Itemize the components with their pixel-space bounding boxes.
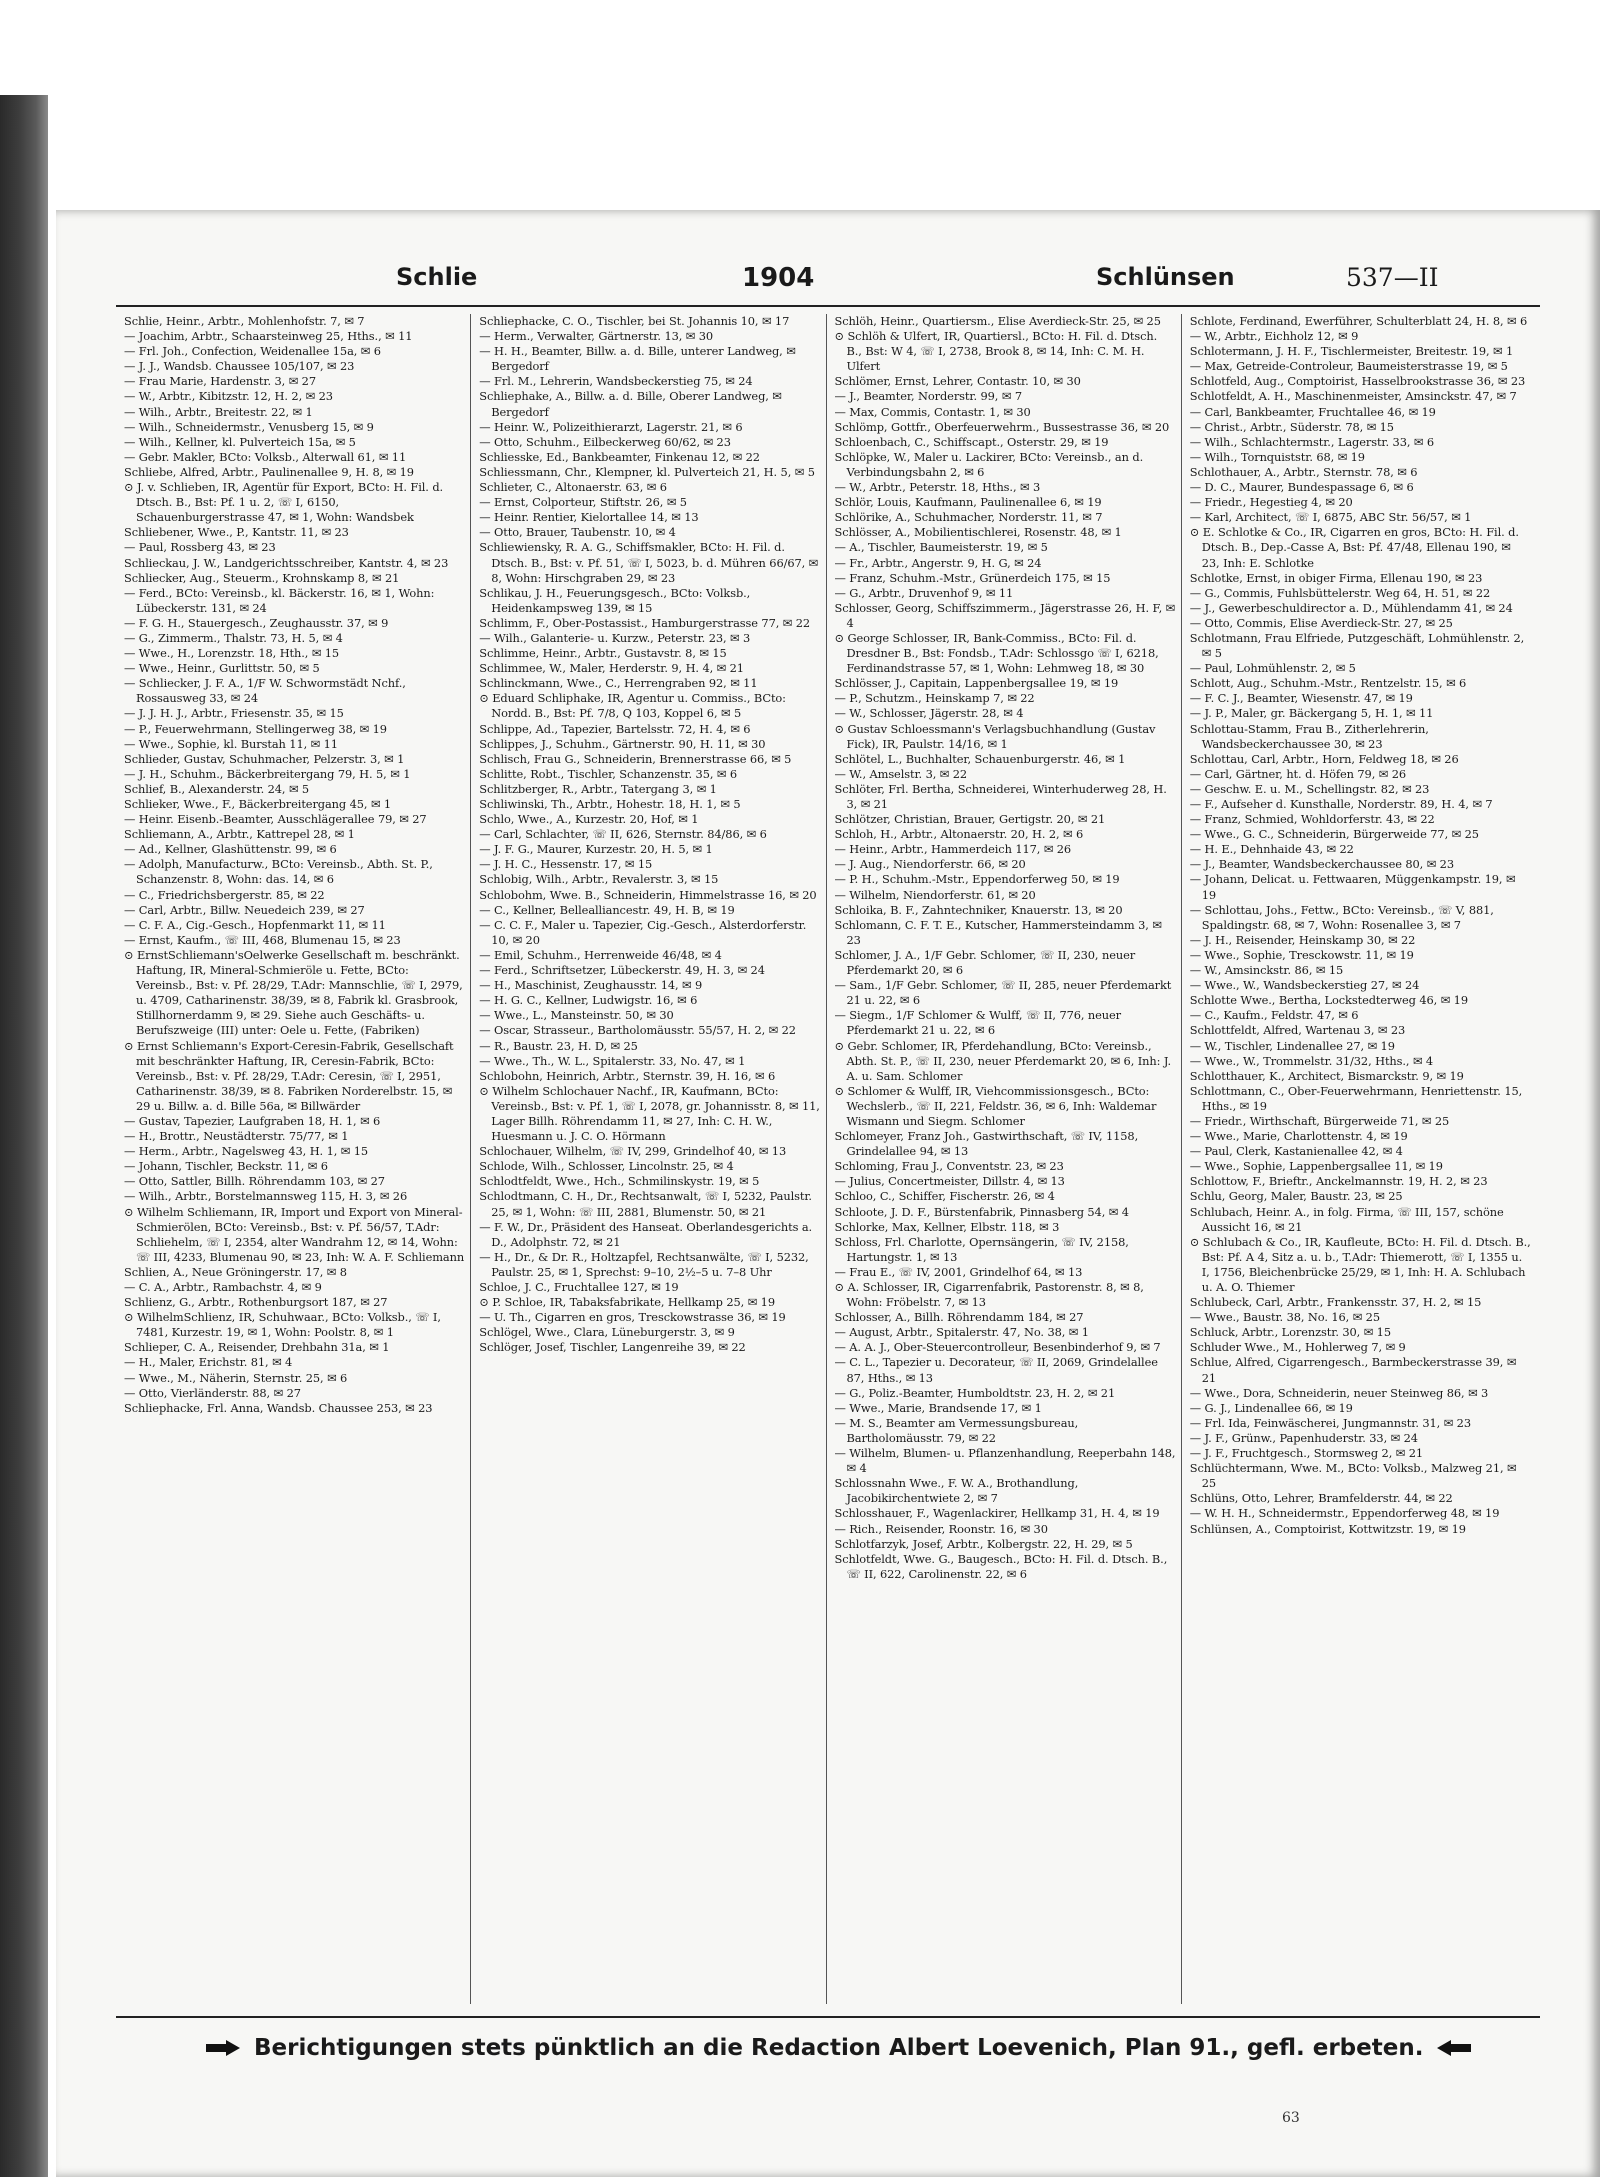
- directory-entry: Schlobig, Wilh., Arbtr., Revalerstr. 3, ✉ 15: [479, 872, 719, 887]
- directory-entry: — J. P., Maler, gr. Bäckergang 5, H. 1, ✉ 11: [1189, 706, 1434, 721]
- directory-entry: — Julius, Concertmeister, Dillstr. 4, ✉ 13: [834, 1174, 1065, 1189]
- directory-entry: — Wilh., Schlachtermstr., Lagerstr. 33, ✉ 6: [1189, 434, 1435, 449]
- directory-entry: — H. G. C., Kellner, Ludwigstr. 16, ✉ 6: [479, 993, 698, 1008]
- directory-entry: Schlöter, Frl. Bertha, Schneiderei, Winterhuderweg 28, H. 3, ✉ 21: [834, 781, 1167, 811]
- directory-entry: — J. F., Fruchtgesch., Stormsweg 2, ✉ 21: [1189, 1446, 1423, 1461]
- directory-entry: Schlienz, G., Arbtr., Rothenburgsort 187, ✉ 27: [124, 1295, 388, 1310]
- directory-entry: — Oscar, Strasseur., Bartholomäusstr. 55/57, H. 2, ✉ 22: [479, 1023, 796, 1038]
- directory-entry: Schlomer, J. A., 1/F Gebr. Schlomer, ☏ II, 230, neuer Pferdemarkt 20, ✉ 6: [834, 947, 1136, 978]
- directory-entry: Schlimm, F., Ober-Postassist., Hamburgerstrasse 77, ✉ 22: [479, 615, 811, 630]
- directory-entry: Schluck, Arbtr., Lorenzstr. 30, ✉ 15: [1189, 1325, 1391, 1340]
- directory-entry: — Wilh., Arbtr., Borstelmannsweg 115, H. 3, ✉ 26: [124, 1189, 408, 1204]
- directory-entry: Schlieter, C., Altonaerstr. 63, ✉ 6: [479, 480, 667, 495]
- directory-entry: Schlieker, Wwe., F., Bäckerbreitergang 45, ✉ 1: [124, 797, 392, 811]
- directory-entry: — Wilhelm, Niendorferstr. 61, ✉ 20: [834, 887, 1036, 902]
- column-1: [122, 314, 471, 2004]
- directory-entry: — R., Baustr. 23, H. D, ✉ 25: [479, 1038, 638, 1053]
- correction-notice-text: Berichtigungen stets pünktlich an die Redaction Albert Loevenich, Plan 91., gefl. erbeten.: [254, 2035, 1424, 2061]
- directory-entry: — Otto, Vierländerstr. 88, ✉ 27: [124, 1385, 301, 1400]
- directory-entry: Schliephacke, Frl. Anna, Wandsb. Chaussee 253, ✉ 23: [124, 1400, 433, 1415]
- directory-entry: Schliessmann, Chr., Klempner, kl. Pulverteich 21, H. 5, ✉ 5: [479, 464, 815, 479]
- directory-entry: — A., Tischler, Baumeisterstr. 19, ✉ 5: [834, 540, 1048, 555]
- directory-entry: — Otto, Commis, Elise Averdieck-Str. 27, ✉ 25: [1189, 615, 1453, 630]
- directory-entry: Schlötel, L., Buchhalter, Schauenburgerstr. 46, ✉ 1: [834, 751, 1126, 766]
- directory-entry: Schlitte, Robt., Tischler, Schanzenstr. 35, ✉ 6: [479, 766, 738, 781]
- directory-entry: — H. E., Dehnhaide 43, ✉ 22: [1189, 842, 1354, 857]
- directory-entry: — Herm., Verwalter, Gärtnerstr. 13, ✉ 30: [479, 329, 714, 344]
- directory-entry: Schlünsen, A., Comptoirist, Kottwitzstr. 19, ✉ 19: [1189, 1521, 1466, 1536]
- directory-entry: Schlöpke, W., Maler u. Lackirer, BCto: Vereinsb., an d. Verbindungsbahn 2, ✉ 6: [834, 449, 1144, 479]
- directory-entry: — Carl, Schlachter, ☏ II, 626, Sternstr. 84/86, ✉ 6: [479, 827, 767, 842]
- directory-entry: — Wwe., Sophie, Lappenbergsallee 11, ✉ 19: [1189, 1159, 1443, 1174]
- directory-entry: Schloenbach, C., Schiffscapt., Osterstr. 29, ✉ 19: [834, 434, 1109, 449]
- directory-entry: — Ad., Kellner, Glashüttenstr. 99, ✉ 6: [124, 842, 337, 857]
- directory-entry: ⊙ Gustav Schloessmann's Verlagsbuchhandlung (Gustav Fick), IR, Paulstr. 14/16, ✉ 1: [834, 721, 1156, 751]
- directory-entry: — Wilhelm, Blumen- u. Pflanzenhandlung, Reeperbahn 148, ✉ 4: [834, 1446, 1176, 1476]
- directory-entry: — J., Gewerbeschuldirector a. D., Mühlendamm 41, ✉ 24: [1189, 600, 1513, 615]
- directory-entry: — Otto, Brauer, Taubenstr. 10, ✉ 4: [479, 525, 676, 540]
- directory-entry: — Gustav, Tapezier, Laufgraben 18, H. 1, ✉ 6: [124, 1113, 381, 1128]
- directory-entry: Schlotke, Ernst, in obiger Firma, Ellenau 190, ✉ 23: [1189, 570, 1483, 585]
- header-year: 1904: [742, 263, 815, 293]
- column-4: [1188, 314, 1536, 2004]
- directory-entry: Schlimme, Heinr., Arbtr., Gustavstr. 8, ✉ 15: [479, 646, 727, 661]
- directory-entry: Schloh, H., Arbtr., Altonaerstr. 20, H. 2, ✉ 6: [834, 827, 1084, 842]
- directory-entry: Schlomann, C. F. T. E., Kutscher, Hammersteindamm 3, ✉ 23: [834, 917, 1162, 947]
- directory-entry: — Wwe., L., Mansteinstr. 50, ✉ 30: [479, 1008, 674, 1023]
- directory-entry: — Joachim, Arbtr., Schaarsteinweg 25, Hths., ✉ 11: [124, 329, 413, 344]
- directory-entry: — Wwe., Baustr. 38, No. 16, ✉ 25: [1189, 1310, 1380, 1325]
- directory-entry: — Heinr. W., Polizeithierarzt, Lagerstr. 21, ✉ 6: [479, 419, 743, 434]
- directory-entry: — Wilh., Galanterie- u. Kurzw., Peterstr. 23, ✉ 3: [479, 630, 751, 645]
- directory-entry: — P. H., Schuhm.-Mstr., Eppendorferweg 50, ✉ 19: [834, 872, 1120, 887]
- directory-entry: — U. Th., Cigarren en gros, Tresckowstrasse 36, ✉ 19: [479, 1310, 786, 1325]
- directory-entry: Schlotte Wwe., Bertha, Lockstedterweg 46, ✉ 19: [1189, 993, 1468, 1008]
- directory-entry: — W., Amsinckstr. 86, ✉ 15: [1189, 963, 1344, 978]
- directory-entry: — D. C., Maurer, Bundespassage 6, ✉ 6: [1189, 480, 1414, 495]
- directory-entry: — Wwe., Dora, Schneiderin, neuer Steinweg 86, ✉ 3: [1189, 1385, 1489, 1400]
- directory-entry: ⊙ Wilhelm Schlochauer Nachf., IR, Kaufmann, BCto: Vereinsb., Bst: v. Pf. 1, ☏ I, 2078, gr. Johannisstr. 8, ✉ 11, Lager Billh. Röhrendamm 11, ✉ 27, Inh: C. H. W., Huesmann u. J. C. O. Hörmann: [479, 1083, 820, 1144]
- directory-entry: — Otto, Schuhm., Eilbeckerweg 60/62, ✉ 23: [479, 434, 731, 449]
- directory-entry: Schluder Wwe., M., Hohlerweg 7, ✉ 9: [1189, 1340, 1406, 1355]
- directory-entry: — J. H., Reisender, Heinskamp 30, ✉ 22: [1189, 932, 1416, 947]
- directory-entry: — J., Beamter, Wandsbeckerchaussee 80, ✉ 23: [1189, 857, 1454, 872]
- directory-entry: — F. W., Dr., Präsident des Hanseat. Oberlandesgerichts a. D., Adolphstr. 72, ✉ 21: [479, 1219, 813, 1249]
- directory-entry: Schlue, Alfred, Cigarrengesch., Barmbeckerstrasse 39, ✉ 21: [1189, 1355, 1517, 1385]
- directory-entry: — F. C. J., Beamter, Wiesenstr. 47, ✉ 19: [1189, 691, 1413, 706]
- directory-entry: Schlotfeldt, Wwe. G., Baugesch., BCto: H. Fil. d. Dtsch. B., ☏ II, 622, Carolinenstr. 22, ✉ 6: [834, 1551, 1168, 1581]
- directory-entry: — Paul, Lohmühlenstr. 2, ✉ 5: [1189, 661, 1356, 676]
- directory-entry: Schlinckmann, Wwe., C., Herrengraben 92, ✉ 11: [479, 676, 758, 691]
- directory-entry: ⊙ Ernst Schliemann's Export-Ceresin-Fabrik, Gesellschaft mit beschränkter Haftung, IR, Ceresin-Fabrik, BCto: Vereinsb., Bst: v. Pf. 28/29, T.Adr: Ceresin, ☏ I, 2951, Catharinenstr. 38/39, ✉ 8. Fabriken Norderelbstr. 15, ✉ 29 u. Billw. a. d. Bille 56a, ✉ Billwärder: [124, 1038, 454, 1113]
- directory-entry: — Wwe., Marie, Charlottenstr. 4, ✉ 19: [1189, 1129, 1408, 1144]
- directory-entry: — Frl. M., Lehrerin, Wandsbeckerstieg 75, ✉ 24: [479, 374, 753, 389]
- directory-entry: — Wilh., Arbtr., Breitestr. 22, ✉ 1: [124, 404, 313, 419]
- directory-entry: Schlotfarzyk, Josef, Arbtr., Kolbergstr. 22, H. 29, ✉ 5: [834, 1536, 1133, 1551]
- directory-entry: — G. J., Lindenallee 66, ✉ 19: [1189, 1400, 1353, 1415]
- directory-entry: — M. S., Beamter am Vermessungsbureau, Bartholomäusstr. 79, ✉ 22: [834, 1415, 1079, 1445]
- directory-entry: Schlotfeld, Aug., Comptoirist, Hasselbrookstrasse 36, ✉ 23: [1189, 374, 1526, 389]
- directory-entry: — Schliecker, J. F. A., 1/F W. Schwormstädt Nchf., Rossausweg 33, ✉ 24: [124, 676, 406, 706]
- directory-entry: — Ernst, Colporteur, Stiftstr. 26, ✉ 5: [479, 495, 687, 510]
- directory-entry: — Wwe., H., Lorenzstr. 18, Hth., ✉ 15: [124, 646, 340, 661]
- directory-entry: — Wwe., Heinr., Gurlittstr. 50, ✉ 5: [124, 661, 320, 676]
- directory-entry: — Emil, Schuhm., Herrenweide 46/48, ✉ 4: [479, 947, 722, 962]
- directory-entry: — Frau E., ☏ IV, 2001, Grindelhof 64, ✉ 13: [834, 1264, 1083, 1279]
- pointing-hand-icon: [206, 2040, 240, 2056]
- directory-entry: — Carl, Gärtner, ht. d. Höfen 79, ✉ 26: [1189, 766, 1407, 781]
- directory-entry: Schlömer, Ernst, Lehrer, Contastr. 10, ✉ 30: [834, 374, 1081, 389]
- directory-entry: — Ferd., Schriftsetzer, Lübeckerstr. 49, H. 3, ✉ 24: [479, 963, 765, 978]
- directory-entry: — W., Amselstr. 3, ✉ 22: [834, 766, 968, 781]
- directory-entry: ⊙ ErnstSchliemann'sOelwerke Gesellschaft m. beschränkt. Haftung, IR, Mineral-Schmieröle u. Fette, BCto: Vereinsb., Bst: v. Pf. 28/29, T.Adr: Mannschlie, ☏ I, 2979, u. 4709, Catharinenstr. 38/39, ✉ 8, Fabrik kl. Grasbrook, Stillhornerdamm 9, ✉ 29. Siehe auch Geschäfts- u. Berufszweige (III) unter: Oele u. Fette, (Fabriken): [124, 947, 463, 1038]
- bottom-mark: 63: [1282, 2110, 1300, 2126]
- directory-entry: — G., Arbtr., Druvenhof 9, ✉ 11: [834, 585, 1014, 600]
- directory-entry: — J. J. H. J., Arbtr., Friesenstr. 35, ✉ 15: [124, 706, 344, 721]
- header-left-word: Schlie: [396, 263, 478, 291]
- directory-entry: Schliecker, Aug., Steuerm., Krohnskamp 8, ✉ 21: [124, 570, 400, 585]
- directory-entry: — C. F. A., Cig.-Gesch., Hopfenmarkt 11, ✉ 11: [124, 917, 386, 932]
- directory-entry: — Geschw. E. u. M., Schellingstr. 82, ✉ 23: [1189, 781, 1430, 796]
- directory-entry: — Wwe., Marie, Brandsende 17, ✉ 1: [834, 1400, 1042, 1415]
- directory-entry: — Fr., Arbtr., Angerstr. 9, H. G, ✉ 24: [834, 555, 1042, 570]
- directory-entry: ⊙ A. Schlosser, IR, Cigarrenfabrik, Pastorenstr. 8, ✉ 8, Wohn: Fröbelstr. 7, ✉ 13: [834, 1280, 1144, 1310]
- directory-entry: — Wwe., Th., W. L., Spitalerstr. 33, No. 47, ✉ 1: [479, 1053, 746, 1068]
- footer-rule: [116, 2016, 1540, 2018]
- directory-entry: — Carl, Bankbeamter, Fruchtallee 46, ✉ 19: [1189, 404, 1436, 419]
- directory-page: [56, 210, 1600, 2177]
- directory-entry: — Friedr., Wirthschaft, Bürgerweide 71, ✉ 25: [1189, 1113, 1450, 1128]
- directory-entry: Schlode, Wilh., Schlosser, Lincolnstr. 25, ✉ 4: [479, 1159, 734, 1174]
- directory-entry: ⊙ P. Schloe, IR, Tabaksfabrikate, Hellkamp 25, ✉ 19: [479, 1295, 775, 1310]
- directory-entry: — A. A. J., Ober-Steuercontrolleur, Besenbinderhof 9, ✉ 7: [834, 1340, 1161, 1355]
- column-3: [833, 314, 1182, 2004]
- directory-entry: Schlodtfeldt, Wwe., Hch., Schmilinskystr. 19, ✉ 5: [479, 1174, 760, 1189]
- directory-entry: Schlippes, J., Schuhm., Gärtnerstr. 90, H. 11, ✉ 30: [479, 736, 766, 751]
- directory-entry: — Wwe., Sophie, Tresckowstr. 11, ✉ 19: [1189, 947, 1414, 962]
- directory-entry: — Max, Commis, Contastr. 1, ✉ 30: [834, 404, 1031, 419]
- directory-entry: — Frau Marie, Hardenstr. 3, ✉ 27: [124, 374, 316, 389]
- directory-entry: Schliephacke, C. O., Tischler, bei St. Johannis 10, ✉ 17: [479, 314, 790, 328]
- directory-entry: — Heinr. Rentier, Kielortallee 14, ✉ 13: [479, 510, 699, 525]
- directory-entry: — H., Maler, Erichstr. 81, ✉ 4: [124, 1355, 293, 1370]
- directory-entry: Schlosser, A., Billh. Röhrendamm 184, ✉ 27: [834, 1310, 1084, 1325]
- directory-entry: Schlörike, A., Schuhmacher, Norderstr. 11, ✉ 7: [834, 510, 1103, 525]
- directory-entry: ⊙ Schlöh & Ulfert, IR, Quartiersl., BCto: H. Fil. d. Dtsch. B., Bst: W 4, ☏ I, 2738, Brook 8, ✉ 14, Inh: C. M. H. Ulfert: [834, 329, 1158, 374]
- directory-entry: ⊙ E. Schlotke & Co., IR, Cigarren en gros, BCto: H. Fil. d. Dtsch. B., Dep.-Casse A, Bst: Pf. 47/48, Ellenau 190, ✉ 23, Inh: E. Schlotke: [1189, 525, 1519, 570]
- directory-entry: Schloss, Frl. Charlotte, Opernsängerin, ☏ IV, 2158, Hartungstr. 1, ✉ 13: [834, 1234, 1129, 1264]
- directory-entry: — Frl. Joh., Confection, Weidenallee 15a, ✉ 6: [124, 344, 381, 359]
- directory-entry: Schlisch, Frau G., Schneiderin, Brennerstrasse 66, ✉ 5: [479, 751, 792, 766]
- directory-entry: Schlötzer, Christian, Brauer, Gertigstr. 20, ✉ 21: [834, 812, 1106, 827]
- directory-entry: — Siegm., 1/F Schlomer & Wulff, ☏ II, 776, neuer Pferdemarkt 21 u. 22, ✉ 6: [834, 1008, 1122, 1038]
- directory-entry: Schlör, Louis, Kaufmann, Paulinenallee 6, ✉ 19: [834, 495, 1102, 510]
- directory-entry: Schlitzberger, R., Arbtr., Tatergang 3, ✉ 1: [479, 781, 717, 796]
- directory-entry: — C., Friedrichsbergerstr. 85, ✉ 22: [124, 887, 325, 902]
- directory-entry: — Ernst, Kaufm., ☏ III, 468, Blumenau 15, ✉ 23: [124, 932, 401, 947]
- directory-entry: Schlotthauer, K., Architect, Bismarckstr. 9, ✉ 19: [1189, 1068, 1464, 1083]
- directory-entry: — J. Aug., Niendorferstr. 66, ✉ 20: [834, 857, 1026, 872]
- directory-entry: Schlieder, Gustav, Schuhmacher, Pelzerstr. 3, ✉ 1: [124, 751, 405, 766]
- directory-entry: — Paul, Clerk, Kastanienallee 42, ✉ 4: [1189, 1144, 1403, 1159]
- directory-entry: — H., Brottr., Neustädterstr. 75/77, ✉ 1: [124, 1129, 349, 1144]
- directory-entry: — Franz, Schmied, Wohldorferstr. 43, ✉ 22: [1189, 812, 1435, 827]
- directory-entry: ⊙ Eduard Schliphake, IR, Agentur u. Commiss., BCto: Nordd. B., Bst: Pf. 7/8, Q 103, Koppel 6, ✉ 5: [479, 691, 786, 721]
- directory-entry: ⊙ George Schlosser, IR, Bank-Commiss., BCto: Fil. d. Dresdner B., Bst: Fondsb., T.Adr: Schlossgo ☏ I, 6218, Ferdinandstrasse 57, ✉ 1, Wohn: Lehmweg 18, ✉ 30: [834, 630, 1159, 676]
- directory-entry: Schlothauer, A., Arbtr., Sternstr. 78, ✉ 6: [1189, 464, 1418, 479]
- directory-entry: Schliewiensky, R. A. G., Schiffsmakler, BCto: H. Fil. d. Dtsch. B., Bst: v. Pf. 51, ☏ I, 5023, b. d. Mühren 66/67, ✉ 8, Wohn: Hirschgraben 29, ✉ 23: [479, 540, 819, 585]
- directory-entry: — W., Arbtr., Kibitzstr. 12, H. 2, ✉ 23: [124, 389, 333, 404]
- directory-entry: — Paul, Rossberg 43, ✉ 23: [124, 540, 276, 555]
- header-right-word: Schlünsen: [1096, 263, 1235, 291]
- directory-entry: Schlieckau, J. W., Landgerichtsschreiber, Kantstr. 4, ✉ 23: [124, 555, 449, 570]
- directory-entry: Schloe, J. C., Fruchtallee 127, ✉ 19: [479, 1280, 679, 1294]
- directory-entry: — W., Schlosser, Jägerstr. 28, ✉ 4: [834, 706, 1024, 721]
- directory-entry: Schliwinski, Th., Arbtr., Hohestr. 18, H. 1, ✉ 5: [479, 797, 741, 811]
- directory-entry: Schlubeck, Carl, Arbtr., Frankensstr. 37, H. 2, ✉ 15: [1189, 1295, 1482, 1310]
- directory-entry: — J. F. G., Maurer, Kurzestr. 20, H. 5, ✉ 1: [479, 842, 713, 857]
- directory-entry: Schliephake, A., Billw. a. d. Bille, Oberer Landweg, ✉ Bergedorf: [479, 389, 782, 419]
- directory-entry: Schlobohn, Heinrich, Arbtr., Sternstr. 39, H. 16, ✉ 6: [479, 1068, 776, 1083]
- directory-entry: Schlottfeldt, Alfred, Wartenau 3, ✉ 23: [1189, 1023, 1406, 1038]
- directory-entry: — Wwe., M., Näherin, Sternstr. 25, ✉ 6: [124, 1370, 348, 1385]
- directory-entry: — Johann, Delicat. u. Fettwaaren, Müggenkampstr. 19, ✉ 19: [1189, 872, 1516, 902]
- directory-entry: — C., Kellner, Bellealliancestr. 49, H. B, ✉ 19: [479, 902, 735, 917]
- directory-entry: Schlotmann, Frau Elfriede, Putzgeschäft, Lohmühlenstr. 2, ✉ 5: [1189, 630, 1525, 661]
- pointing-hand-icon-right: [1437, 2040, 1471, 2056]
- directory-entry: — Schlottau, Johs., Fettw., BCto: Vereinsb., ☏ V, 881, Spaldingstr. 68, ✉ 7, Wohn: Rosenallee 3, ✉ 7: [1189, 902, 1494, 932]
- directory-entry: — W., Arbtr., Peterstr. 18, Hths., ✉ 3: [834, 480, 1041, 495]
- directory-entry: Schlotfeldt, A. H., Maschinenmeister, Amsinckstr. 47, ✉ 7: [1189, 389, 1517, 404]
- directory-entry: ⊙ WilhelmSchlienz, IR, Schuhwaar., BCto: Volksb., ☏ I, 7481, Kurzestr. 19, ✉ 1, Wohn: Poolstr. 8, ✉ 1: [124, 1310, 441, 1340]
- directory-entry: — Rich., Reisender, Roonstr. 16, ✉ 30: [834, 1521, 1048, 1536]
- directory-entry: — Otto, Sattler, Billh. Röhrendamm 103, ✉ 27: [124, 1174, 385, 1189]
- directory-entry: — C. C. F., Maler u. Tapezier, Cig.-Gesch., Alsterdorferstr. 10, ✉ 20: [479, 917, 807, 947]
- directory-entry: Schlote, Ferdinand, Ewerführer, Schulterblatt 24, H. 8, ✉ 6: [1189, 314, 1528, 328]
- directory-entry: — Ferd., BCto: Vereinsb., kl. Bäckerstr. 16, ✉ 1, Wohn: Lübeckerstr. 131, ✉ 24: [124, 585, 435, 615]
- directory-entry: — Adolph, Manufacturw., BCto: Vereinsb., Abth. St. P., Schanzenstr. 8, Wohn: das. 14, ✉ 6: [124, 857, 433, 887]
- directory-entry: Schlottmann, C., Ober-Feuerwehrmann, Henriettenstr. 15, Hths., ✉ 19: [1189, 1083, 1523, 1113]
- directory-entry: — Sam., 1/F Gebr. Schlomer, ☏ II, 285, neuer Pferdemarkt 21 u. 22, ✉ 6: [834, 978, 1172, 1008]
- directory-entry: Schlobohm, Wwe. B., Schneiderin, Himmelstrasse 16, ✉ 20: [479, 887, 817, 902]
- directory-entry: — P., Schutzm., Heinskamp 7, ✉ 22: [834, 691, 1035, 706]
- directory-entry: Schloika, B. F., Zahntechniker, Knauerstr. 13, ✉ 20: [834, 902, 1123, 917]
- scan-dark-margin: [0, 95, 48, 2177]
- directory-entry: Schlösser, J., Capitain, Lappenbergsallee 19, ✉ 19: [834, 676, 1119, 691]
- directory-entry: Schlöh, Heinr., Quartiersm., Elise Averdieck-Str. 25, ✉ 25: [834, 314, 1161, 328]
- directory-entry: — J., Beamter, Norderstr. 99, ✉ 7: [834, 389, 1022, 404]
- directory-entry: — Max, Getreide-Controleur, Baumeisterstrasse 19, ✉ 5: [1189, 359, 1508, 374]
- directory-entry: Schloming, Frau J., Conventstr. 23, ✉ 23: [834, 1159, 1064, 1174]
- header-rule: [116, 305, 1540, 307]
- directory-entry: Schlippe, Ad., Tapezier, Bartelsstr. 72, H. 4, ✉ 6: [479, 721, 751, 736]
- directory-entry: Schlief, B., Alexanderstr. 24, ✉ 5: [124, 781, 310, 796]
- directory-entry: — Christ., Arbtr., Süderstr. 78, ✉ 15: [1189, 419, 1394, 434]
- directory-entry: Schlikau, J. H., Feuerungsgesch., BCto: Volksb., Heidenkampsweg 139, ✉ 15: [479, 585, 751, 615]
- directory-entry: — Wilh., Tornquiststr. 68, ✉ 19: [1189, 449, 1365, 464]
- directory-entry: — Carl, Arbtr., Billw. Neuedeich 239, ✉ 27: [124, 902, 365, 917]
- directory-entry: Schlimmee, W., Maler, Herderstr. 9, H. 4, ✉ 21: [479, 661, 744, 676]
- directory-entry: — W. H. H., Schneidermstr., Eppendorferweg 48, ✉ 19: [1189, 1506, 1500, 1521]
- directory-entry: — Wwe., G. C., Schneiderin, Bürgerweide 77, ✉ 25: [1189, 827, 1479, 842]
- directory-entry: — J. H., Schuhm., Bäckerbreitergang 79, H. 5, ✉ 1: [124, 766, 411, 781]
- directory-entry: — Franz, Schuhm.-Mstr., Grünerdeich 175, ✉ 15: [834, 570, 1111, 585]
- directory-entry: Schlögel, Wwe., Clara, Lüneburgerstr. 3, ✉ 9: [479, 1325, 735, 1340]
- directory-entry: Schliebe, Alfred, Arbtr., Paulinenallee 9, H. 8, ✉ 19: [124, 464, 414, 479]
- directory-entry: — H., Dr., & Dr. R., Holtzapfel, Rechtsanwälte, ☏ I, 5232, Paulstr. 25, ✉ 1, Sprechst: 9–10, 2½–5 u. 7–8 Uhr: [479, 1249, 809, 1279]
- directory-entry: — C. L., Tapezier u. Decorateur, ☏ II, 2069, Grindelallee 87, Hths., ✉ 13: [834, 1355, 1158, 1385]
- directory-entry: — Friedr., Hegestieg 4, ✉ 20: [1189, 495, 1353, 510]
- directory-entry: — G., Zimmerm., Thalstr. 73, H. 5, ✉ 4: [124, 630, 343, 645]
- directory-entry: Schlott, Aug., Schuhm.-Mstr., Rentzelstr. 15, ✉ 6: [1189, 676, 1467, 691]
- directory-entry: — Johann, Tischler, Beckstr. 11, ✉ 6: [124, 1159, 328, 1174]
- directory-entry: Schlien, A., Neue Gröningerstr. 17, ✉ 8: [124, 1264, 347, 1279]
- directory-entry: Schlömp, Gottfr., Oberfeuerwehrm., Bussestrasse 36, ✉ 20: [834, 419, 1170, 434]
- directory-entry: — G., Commis, Fuhlsbüttelerstr. Weg 64, H. 51, ✉ 22: [1189, 585, 1491, 600]
- directory-entry: ⊙ Wilhelm Schliemann, IR, Import und Export von Mineral-Schmierölen, BCto: Vereinsb., Bst: v. Pf. 56/57, T.Adr: Schliehelm, ☏ I, 2354, alter Wandrahm 12, ✉ 14, Wohn: ☏ III, 4233, Blumenau 90, ✉ 23, Inh: W. A. F. Schliemann: [124, 1204, 465, 1264]
- directory-entry: — H. H., Beamter, Billw. a. d. Bille, unterer Landweg, ✉ Bergedorf: [479, 344, 796, 374]
- directory-entry: Schloote, J. D. F., Bürstenfabrik, Pinnasberg 54, ✉ 4: [834, 1204, 1129, 1219]
- directory-entry: Schlüns, Otto, Lehrer, Bramfelderstr. 44, ✉ 22: [1189, 1491, 1453, 1506]
- directory-entry: Schlüchtermann, Wwe. M., BCto: Volksb., Malzweg 21, ✉ 25: [1189, 1461, 1517, 1491]
- directory-entry: — Wwe., W., Wandsbeckerstieg 27, ✉ 24: [1189, 978, 1420, 993]
- directory-entry: — Wwe., W., Trommelstr. 31/32, Hths., ✉ 4: [1189, 1053, 1434, 1068]
- directory-entry: — Herm., Arbtr., Nagelsweg 43, H. 1, ✉ 15: [124, 1144, 369, 1159]
- directory-entry: — F. G. H., Stauergesch., Zeughausstr. 37, ✉ 9: [124, 615, 389, 630]
- directory-entry: Schlösser, A., Mobilientischlerei, Rosenstr. 48, ✉ 1: [834, 525, 1122, 540]
- directory-entry: Schlodtmann, C. H., Dr., Rechtsanwalt, ☏ I, 5232, Paulstr. 25, ✉ 1, Wohn: ☏ III, 2881, Blumenstr. 50, ✉ 21: [479, 1189, 812, 1219]
- directory-entry: — August, Arbtr., Spitalerstr. 47, No. 38, ✉ 1: [834, 1325, 1089, 1340]
- directory-entry: Schlie, Heinr., Arbtr., Mohlenhofstr. 7, ✉ 7: [124, 314, 365, 328]
- directory-entry: ⊙ J. v. Schlieben, IR, Agentür für Export, BCto: H. Fil. d. Dtsch. B., Bst: Pf. 1 u. 2, ☏ I, 6150, Schauenburgerstrasse 47, ✉ 1, Wohn: Wandsbek: [124, 480, 444, 525]
- directory-entry: — P., Feuerwehrmann, Stellingerweg 38, ✉ 19: [124, 721, 387, 736]
- directory-entry: — Karl, Architect, ☏ I, 6875, ABC Str. 56/57, ✉ 1: [1189, 510, 1472, 525]
- directory-entry: Schliesske, Ed., Bankbeamter, Finkenau 12, ✉ 22: [479, 449, 760, 464]
- directory-entry: — J. J., Wandsb. Chaussee 105/107, ✉ 23: [124, 359, 355, 374]
- directory-entry: Schlosshauer, F., Wagenlackirer, Hellkamp 31, H. 4, ✉ 19: [834, 1506, 1160, 1521]
- directory-entry: — Wwe., Sophie, kl. Burstah 11, ✉ 11: [124, 736, 338, 751]
- entry-columns: [122, 314, 1536, 2004]
- directory-entry: Schloo, C., Schiffer, Fischerstr. 26, ✉ 4: [834, 1189, 1055, 1204]
- running-header: [56, 255, 1600, 301]
- directory-entry: Schlomeyer, Franz Joh., Gastwirthschaft, ☏ IV, 1158, Grindelallee 94, ✉ 13: [834, 1129, 1139, 1159]
- directory-entry: Schlottow, F., Brieftr., Anckelmannstr. 19, H. 2, ✉ 23: [1189, 1174, 1488, 1189]
- directory-entry: Schlo, Wwe., A., Kurzestr. 20, Hof, ✉ 1: [479, 812, 699, 827]
- directory-entry: — C., Kaufm., Feldstr. 47, ✉ 6: [1189, 1008, 1359, 1023]
- directory-entry: Schlorke, Max, Kellner, Elbstr. 118, ✉ 3: [834, 1219, 1060, 1234]
- directory-entry: ⊙ Schlomer & Wulff, IR, Viehcommissionsgesch., BCto: Wechslerb., ☏ II, 221, Feldstr. 36, ✉ 6, Inh: Waldemar Wismann und Siegm. Schlomer: [834, 1083, 1157, 1128]
- directory-entry: Schlochauer, Wilhelm, ☏ IV, 299, Grindelhof 40, ✉ 13: [479, 1144, 787, 1159]
- directory-entry: Schlottau-Stamm, Frau B., Zitherlehrerin, Wandsbeckerchaussee 30, ✉ 23: [1189, 721, 1429, 751]
- directory-entry: Schliemann, A., Arbtr., Kattrepel 28, ✉ 1: [124, 827, 355, 842]
- directory-entry: — G., Poliz.-Beamter, Humboldtstr. 23, H. 2, ✉ 21: [834, 1385, 1116, 1400]
- directory-entry: Schlieper, C. A., Reisender, Drehbahn 31a, ✉ 1: [124, 1340, 390, 1355]
- column-2: [477, 314, 826, 2004]
- directory-entry: — W., Arbtr., Eichholz 12, ✉ 9: [1189, 329, 1359, 344]
- directory-entry: Schlossnahn Wwe., F. W. A., Brothandlung, Jacobikirchentwiete 2, ✉ 7: [834, 1476, 1079, 1506]
- directory-entry: — F., Aufseher d. Kunsthalle, Norderstr. 89, H. 4, ✉ 7: [1189, 797, 1493, 811]
- page-number: 537—II: [1346, 263, 1439, 292]
- directory-entry: Schlottau, Carl, Arbtr., Horn, Feldweg 18, ✉ 26: [1189, 751, 1459, 766]
- directory-entry: — Heinr. Eisenb.-Beamter, Ausschlägerallee 79, ✉ 27: [124, 812, 427, 827]
- directory-entry: — H., Maschinist, Zeughausstr. 14, ✉ 9: [479, 978, 703, 993]
- directory-entry: — J. H. C., Hessenstr. 17, ✉ 15: [479, 857, 653, 872]
- directory-entry: Schlubach, Heinr. A., in folg. Firma, ☏ III, 157, schöne Aussicht 16, ✉ 21: [1189, 1204, 1504, 1234]
- correction-notice: [206, 2028, 1486, 2068]
- directory-entry: ⊙ Gebr. Schlomer, IR, Pferdehandlung, BCto: Vereinsb., Abth. St. P., ☏ II, 230, neuer Pferdemarkt 20, ✉ 6, Inh: J. A. u. Sam. Schlomer: [834, 1038, 1171, 1083]
- directory-entry: Schlotermann, J. H. F., Tischlermeister, Breitestr. 19, ✉ 1: [1189, 344, 1514, 359]
- directory-entry: — W., Tischler, Lindenallee 27, ✉ 19: [1189, 1038, 1395, 1053]
- directory-entry: — J. F., Grünw., Papenhuderstr. 33, ✉ 24: [1189, 1430, 1418, 1445]
- directory-entry: Schliebener, Wwe., P., Kantstr. 11, ✉ 23: [124, 525, 349, 540]
- directory-entry: — Gebr. Makler, BCto: Volksb., Alterwall 61, ✉ 11: [124, 449, 407, 464]
- directory-entry: Schlu, Georg, Maler, Baustr. 23, ✉ 25: [1189, 1189, 1403, 1204]
- directory-entry: Schlosser, Georg, Schiffszimmerm., Jägerstrasse 26, H. F, ✉ 4: [834, 600, 1176, 630]
- directory-entry: ⊙ Schlubach & Co., IR, Kaufleute, BCto: H. Fil. d. Dtsch. B., Bst: Pf. A 4, Sitz a. u. b., T.Adr: Thiemerott, ☏ I, 1355 u. I, 1756, Bleichenbrücke 25/29, ✉ 1, Inh: H. A. Schlubach u. A. O. Thiemer: [1189, 1234, 1531, 1294]
- directory-entry: — Wilh., Schneidermstr., Venusberg 15, ✉ 9: [124, 419, 374, 434]
- directory-entry: — Heinr., Arbtr., Hammerdeich 117, ✉ 26: [834, 842, 1072, 857]
- directory-entry: — Wilh., Kellner, kl. Pulverteich 15a, ✉ 5: [124, 434, 356, 449]
- directory-entry: Schlöger, Josef, Tischler, Langenreihe 39, ✉ 22: [479, 1340, 746, 1355]
- directory-entry: — C. A., Arbtr., Rambachstr. 4, ✉ 9: [124, 1280, 322, 1294]
- directory-entry: — Frl. Ida, Feinwäscherei, Jungmannstr. 31, ✉ 23: [1189, 1415, 1471, 1430]
